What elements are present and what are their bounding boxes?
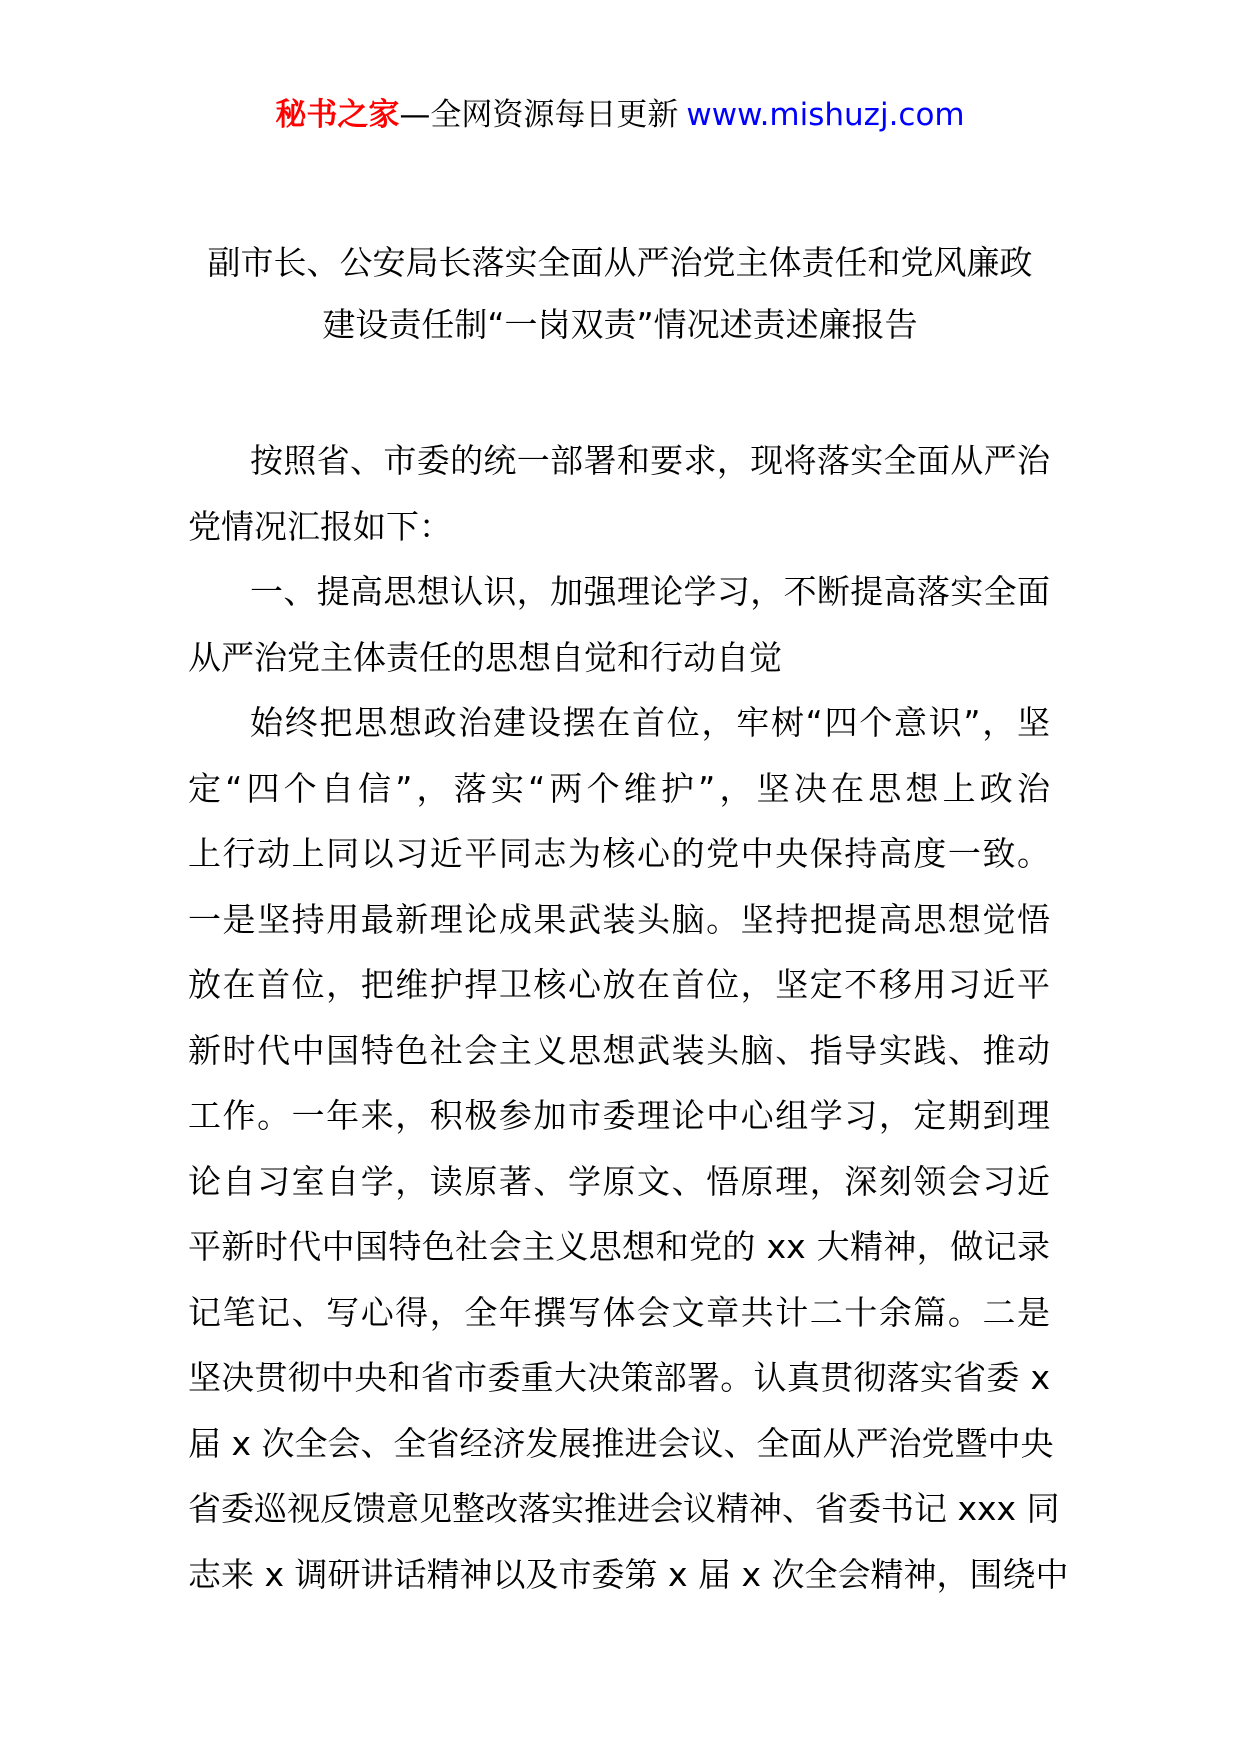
body-line: 新时代中国特色社会主义思想武装头脑、指导实践、推动 <box>188 1030 1050 1070</box>
body-line: 平新时代中国特色社会主义思想和党的 xx 大精神，做记录 <box>188 1227 1050 1266</box>
section-heading-line: 一、提高思想认识，加强理论学习，不断提高落实全面 <box>250 572 1050 611</box>
body-line: 省委巡视反馈意见整改落实推进会议精神、省委书记 xxx 同 <box>188 1489 1060 1528</box>
body-line: 上行动上同以习近平同志为核心的党中央保持高度一致。 <box>188 834 1050 873</box>
section-heading-line: 从严治党主体责任的思想自觉和行动自觉 <box>188 637 782 677</box>
body-line: 记笔记、写心得，全年撰写体会文章共计二十余篇。二是 <box>188 1292 1050 1332</box>
body-line: 工作。一年来，积极参加市委理论中心组学习，定期到理 <box>188 1096 1050 1135</box>
body-line: 按照省、市委的统一部署和要求，现将落实全面从严治 <box>250 441 1050 480</box>
site-header <box>0 95 1240 135</box>
body-line: 一是坚持用最新理论成果武装头脑。坚持把提高思想觉悟 <box>188 899 1050 939</box>
body-line: 坚决贯彻中央和省市委重大决策部署。认真贯彻落实省委 x <box>188 1358 1050 1397</box>
body-line: 始终把思想政治建设摆在首位，牢树“四个意识”，坚 <box>250 703 1050 742</box>
title-line: 副市长、公安局长落实全面从严治党主体责任和党风廉政 <box>207 243 1033 282</box>
document-title <box>150 232 1090 356</box>
body-line: 论自习室自学，读原著、学原文、悟原理，深刻领会习近 <box>188 1161 1050 1201</box>
body-line: 党情况汇报如下： <box>188 506 452 546</box>
document-body <box>188 428 1069 1607</box>
body-line: 届 x 次全会、全省经济发展推进会议、全面从严治党暨中央 <box>188 1423 1054 1463</box>
body-line: 定“四个自信”，落实“两个维护”，坚决在思想上政治 <box>188 768 1050 808</box>
body-line: 放在首位，把维护捍卫核心放在首位，坚定不移用习近平 <box>188 965 1050 1004</box>
title-line: 建设责任制“一岗双责”情况述责述廉报告 <box>322 305 918 344</box>
brand-name: 秘书之家 <box>275 97 400 133</box>
body-line: 志来 x 调研讲话精神以及市委第 x 届 x 次全会精神，围绕中 <box>188 1554 1069 1594</box>
site-url-link[interactable]: www.mishuzj.com <box>686 97 965 133</box>
site-slogan: —全网资源每日更新 <box>399 97 679 133</box>
